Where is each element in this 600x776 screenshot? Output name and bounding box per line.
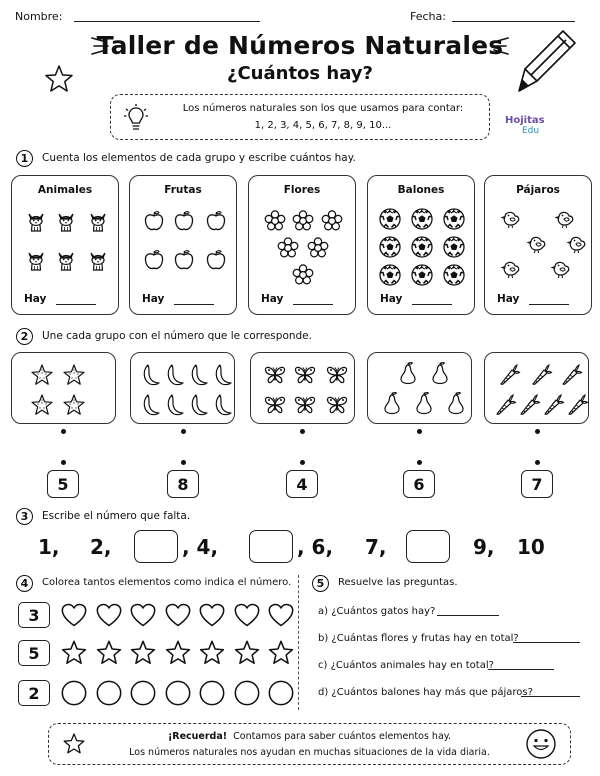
ball-icon: [378, 235, 402, 259]
seq-2: 2,: [90, 535, 112, 559]
answer-d-field[interactable]: [521, 696, 580, 697]
match-number-box: 8: [167, 470, 199, 498]
group-box-5: [484, 352, 589, 424]
date-field[interactable]: [452, 21, 575, 22]
smiley-face-icon: [525, 728, 557, 760]
name-label: Nombre:: [15, 10, 63, 23]
match-dot-bottom[interactable]: [61, 460, 66, 465]
star-icon: [44, 64, 74, 94]
match-dot-top[interactable]: [417, 429, 422, 434]
apple-icon: [142, 209, 166, 233]
brand-logo: [505, 115, 545, 126]
card-title: Balones: [397, 184, 445, 196]
blank-box-5[interactable]: [249, 530, 293, 563]
star-icon[interactable]: [267, 639, 295, 667]
question-a: a) ¿Cuántos gatos hay?: [318, 606, 436, 617]
hay-label: Hay: [497, 293, 520, 305]
ball-icon: [442, 235, 466, 259]
card-title: Pájaros: [516, 184, 560, 196]
seq-10: 10: [517, 535, 545, 559]
butterfly-icon: [325, 393, 349, 417]
card-title: Frutas: [164, 184, 202, 196]
circle-icon[interactable]: [95, 679, 123, 707]
match-number-box: 6: [403, 470, 435, 498]
info-line-2: 1, 2, 3, 4, 5, 6, 7, 8, 9, 10...: [254, 120, 392, 131]
carrot-icon: [493, 393, 517, 417]
hay-label: Hay: [142, 293, 165, 305]
section-3-instruction: Escribe el número que falta.: [42, 510, 191, 522]
match-dot-top[interactable]: [300, 429, 305, 434]
apple-icon: [142, 248, 166, 272]
seq-1: 1,: [38, 535, 60, 559]
banana-icon: [211, 363, 235, 387]
match-number-box: 7: [521, 470, 553, 498]
circle-icon[interactable]: [233, 679, 261, 707]
banana-icon: [211, 393, 235, 417]
carrot-icon: [529, 363, 553, 387]
section-2-number: 2: [16, 328, 33, 345]
page-title: Taller de Números Naturales: [96, 31, 504, 60]
bird-icon: [499, 256, 523, 280]
ball-icon: [378, 207, 402, 231]
circle-icon[interactable]: [164, 679, 192, 707]
cat-icon: [54, 209, 78, 233]
section-3-number: 3: [16, 508, 33, 525]
butterfly-icon: [293, 393, 317, 417]
flower-icon: [263, 209, 287, 233]
cat-icon: [86, 248, 110, 272]
match-dot-bottom[interactable]: [417, 460, 422, 465]
pear-icon: [380, 391, 404, 415]
section-4-number: 4: [16, 575, 33, 592]
brand-sub: Edu: [522, 126, 540, 136]
info-line-1: Los números naturales son los que usamos para contar:: [182, 103, 464, 114]
match-number-box: 4: [286, 470, 318, 498]
pencil-icon: [515, 25, 579, 97]
starfish-icon: [62, 393, 86, 417]
star-icon[interactable]: [60, 639, 88, 667]
hay-answer-field[interactable]: [174, 304, 214, 305]
starfish-icon: [30, 363, 54, 387]
color-count-box: 2: [18, 680, 50, 706]
carrot-icon: [541, 393, 565, 417]
color-count-box: 5: [18, 640, 50, 666]
apple-icon: [172, 209, 196, 233]
butterfly-icon: [263, 363, 287, 387]
count-card-4: [367, 175, 475, 315]
reminder-title: ¡Recuerda!: [167, 731, 228, 742]
ball-icon: [442, 207, 466, 231]
count-card-5: [484, 175, 592, 315]
flower-icon: [291, 209, 315, 233]
cat-icon: [24, 209, 48, 233]
butterfly-icon: [263, 393, 287, 417]
section-5-number: 5: [312, 575, 329, 592]
starfish-icon: [62, 363, 86, 387]
apple-icon: [204, 248, 228, 272]
count-card-1: [11, 175, 119, 315]
hay-answer-field[interactable]: [412, 304, 452, 305]
butterfly-icon: [325, 363, 349, 387]
section-2-instruction: Une cada grupo con el número que le corresponde.: [42, 330, 312, 342]
pear-icon: [444, 391, 468, 415]
question-c: c) ¿Cuántos animales hay en total?: [318, 660, 494, 671]
group-box-2: [130, 352, 235, 424]
section-divider: [298, 575, 299, 710]
group-box-3: [250, 352, 355, 424]
info-box: [110, 94, 490, 140]
ball-icon: [378, 263, 402, 287]
date-label: Fecha:: [410, 10, 446, 23]
group-box-4: [367, 352, 472, 424]
hay-answer-field[interactable]: [56, 304, 96, 305]
reminder-text-1: Contamos para saber cuántos elementos hay.: [233, 731, 452, 742]
seq-7: 7,: [365, 535, 387, 559]
star-icon[interactable]: [95, 639, 123, 667]
answer-b-field[interactable]: [513, 642, 580, 643]
banana-icon: [187, 393, 211, 417]
lightbulb-icon: [123, 103, 149, 133]
group-box-1: [11, 352, 116, 424]
hay-label: Hay: [380, 293, 403, 305]
section-1-number: 1: [16, 150, 33, 167]
answer-c-field[interactable]: [488, 669, 554, 670]
star-icon[interactable]: [233, 639, 261, 667]
reminder-box: [48, 723, 571, 765]
match-dot-bottom[interactable]: [181, 460, 186, 465]
ball-icon: [410, 207, 434, 231]
match-number-box: 5: [47, 470, 79, 498]
seq-6: , 6,: [297, 535, 334, 559]
flower-icon: [320, 209, 344, 233]
blank-box-8[interactable]: [406, 530, 450, 563]
hay-label: Hay: [24, 293, 47, 305]
ball-icon: [410, 235, 434, 259]
brand-name: Hojitas: [505, 115, 545, 126]
page-subtitle: ¿Cuántos hay?: [227, 63, 373, 84]
circle-icon[interactable]: [267, 679, 295, 707]
reminder-line-2: Los números naturales nos ayudan en muchas situaciones de la vida diaria.: [129, 747, 490, 758]
match-dot-bottom[interactable]: [535, 460, 540, 465]
carrot-icon: [497, 363, 521, 387]
bird-icon: [553, 206, 577, 230]
star-icon[interactable]: [129, 639, 157, 667]
seq-4: , 4,: [182, 535, 219, 559]
question-d: d) ¿Cuántos balones hay más que pájaros?: [318, 687, 533, 698]
carrot-icon: [559, 363, 583, 387]
apple-icon: [204, 209, 228, 233]
flower-icon: [276, 236, 300, 260]
question-b: b) ¿Cuántas flores y frutas hay en total?: [318, 633, 519, 644]
section-5-instruction: Resuelve las preguntas.: [338, 577, 458, 588]
heart-icon[interactable]: [267, 601, 295, 629]
match-dot-top[interactable]: [535, 429, 540, 434]
count-card-2: [129, 175, 237, 315]
circle-icon[interactable]: [129, 679, 157, 707]
cat-icon: [54, 248, 78, 272]
star-icon[interactable]: [198, 639, 226, 667]
bird-icon: [565, 231, 589, 255]
pear-icon: [428, 361, 452, 385]
count-card-3: [248, 175, 356, 315]
apple-icon: [172, 248, 196, 272]
heart-icon[interactable]: [164, 601, 192, 629]
bird-icon: [549, 256, 573, 280]
section-4-instruction: Colorea tantos elementos como indica el número.: [42, 577, 292, 588]
bird-icon: [525, 231, 549, 255]
ball-icon: [442, 263, 466, 287]
banana-icon: [163, 363, 187, 387]
pear-icon: [412, 391, 436, 415]
heart-icon[interactable]: [60, 601, 88, 629]
reminder-line-1: [49, 731, 570, 742]
match-dot-bottom[interactable]: [300, 460, 305, 465]
ball-icon: [410, 263, 434, 287]
star-icon[interactable]: [164, 639, 192, 667]
hay-label: Hay: [261, 293, 284, 305]
seq-9: 9,: [473, 535, 495, 559]
banana-icon: [163, 393, 187, 417]
card-title: Flores: [283, 184, 321, 196]
bird-icon: [499, 206, 523, 230]
name-field[interactable]: [74, 21, 260, 22]
carrot-icon: [517, 393, 541, 417]
starfish-icon: [30, 393, 54, 417]
flower-icon: [306, 236, 330, 260]
banana-icon: [187, 363, 211, 387]
banana-icon: [139, 393, 163, 417]
hay-answer-field[interactable]: [293, 304, 333, 305]
section-1-instruction: Cuenta los elementos de cada grupo y escribe cuántos hay.: [42, 152, 356, 164]
circle-icon[interactable]: [60, 679, 88, 707]
answer-a-field[interactable]: [437, 615, 499, 616]
cat-icon: [86, 209, 110, 233]
flower-icon: [291, 263, 315, 287]
match-dot-top[interactable]: [181, 429, 186, 434]
heart-icon[interactable]: [95, 601, 123, 629]
card-title: Animales: [37, 184, 93, 196]
carrot-icon: [565, 393, 589, 417]
heart-icon[interactable]: [129, 601, 157, 629]
blank-box-3[interactable]: [134, 530, 178, 563]
heart-icon[interactable]: [233, 601, 261, 629]
color-count-box: 3: [18, 602, 50, 628]
heart-icon[interactable]: [198, 601, 226, 629]
circle-icon[interactable]: [198, 679, 226, 707]
hay-answer-field[interactable]: [529, 304, 569, 305]
pear-icon: [396, 361, 420, 385]
cat-icon: [24, 248, 48, 272]
banana-icon: [139, 363, 163, 387]
butterfly-icon: [293, 363, 317, 387]
match-dot-top[interactable]: [61, 429, 66, 434]
